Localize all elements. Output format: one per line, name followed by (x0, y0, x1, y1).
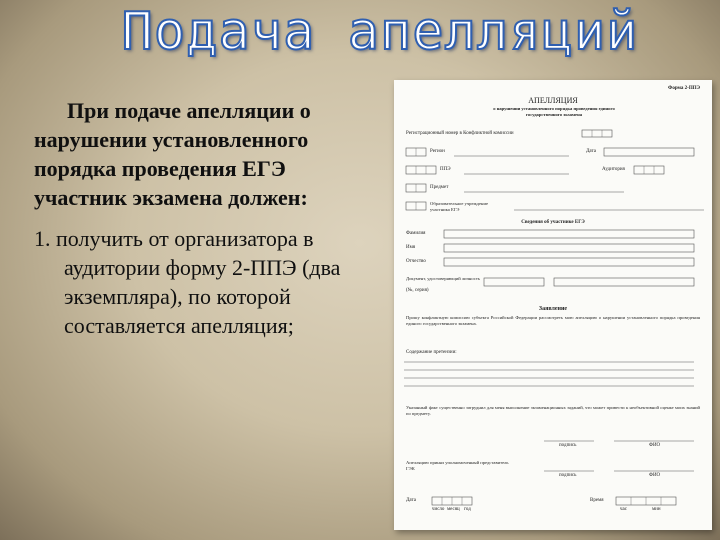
form-heading: АПЕЛЛЯЦИЯ (528, 96, 578, 105)
form-signature-caption: подпись (559, 443, 577, 448)
form-statement-title: Заявление (538, 306, 568, 312)
form-date-label: Дата (586, 149, 596, 154)
form-day-caption: число (432, 507, 445, 512)
form-hours-caption: час (620, 507, 627, 512)
form-claim-label: Содержание претензии: (406, 350, 457, 355)
slide-title: Подача апелляций (121, 2, 639, 62)
form-signature-caption-2: подпись (559, 473, 577, 478)
form-year-caption: год (464, 507, 471, 512)
form-ppe-label: ППЭ (440, 167, 451, 172)
form-date-label-2: Дата (406, 498, 416, 503)
form-series-label: (№, серия) (406, 288, 429, 293)
form-code: Форма 2-ППЭ (668, 86, 700, 91)
list-item-text-first-line: получить от организатора в (56, 226, 314, 251)
list-item-1 (34, 224, 374, 340)
form-fio-caption-2: ФИО (649, 473, 661, 478)
form-month-caption: месяц (447, 507, 460, 512)
form-time-label: Время (590, 498, 604, 503)
list-item-number: 1. (34, 226, 51, 251)
form-ou-label: Образовательное учреждение участника ЕГЭ (430, 201, 488, 212)
form-statement-text: Прошу конфликтную комиссию субъекта Российской Федерации рассмотреть мою апелляцию о нарушении установленного порядка проведения единого государственного экзамена. (406, 315, 700, 326)
form-subject-label: Предмет (430, 185, 449, 190)
form-minutes-caption: мин (652, 507, 661, 512)
intro-text: При подаче апелляции о нарушении установленного порядка проведения ЕГЭ участник экзамена должен: (34, 98, 311, 210)
form-accepted-label: Апелляцию принял уполномоченный представитель ГЭК (406, 460, 509, 471)
form-subheading: о нарушении установленного порядка проведения единого государственного экзамена (493, 106, 615, 117)
form-name-label: Имя (406, 245, 416, 250)
form-auditorium-label: Аудитория (602, 167, 625, 172)
form-patronymic-label: Отчество (406, 259, 426, 264)
form-surname-label: Фамилия (406, 231, 426, 236)
form-reg-label: Регистрационный номер в Конфликтной комиссии (406, 131, 514, 136)
list-item-text-continuation: аудитории форму 2-ППЭ (два экземпляра), по которой составляется апелляция; (64, 255, 341, 338)
form-confirm-text: Указанный факт существенно затруднил для меня выполнение экзаменационных заданий, что может привести к необъективной оценке моих знаний по предмету. (406, 405, 700, 416)
appeal-form-image (394, 80, 712, 530)
form-fio-caption: ФИО (649, 443, 661, 448)
form-region-label: Регион (430, 149, 445, 154)
form-section-title: Сведения об участнике ЕГЭ (521, 220, 585, 225)
form-doc-label: Документ, удостоверяющий личность (406, 276, 480, 281)
